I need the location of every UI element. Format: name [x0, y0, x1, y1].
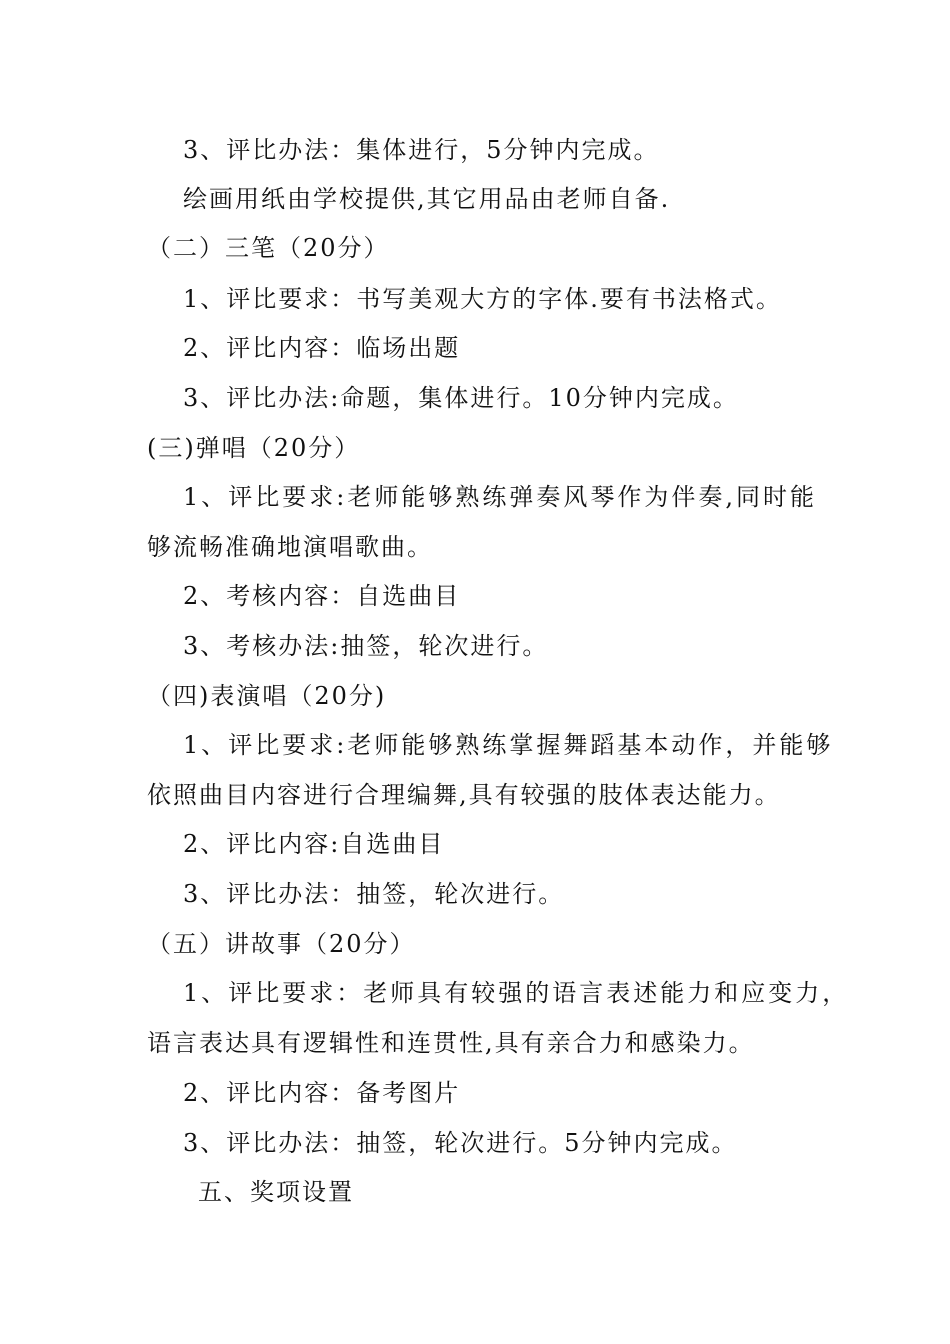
section-heading: (三)弹唱（20分） [147, 434, 361, 462]
paragraph-line: 2、评比内容：临场出题 [183, 334, 461, 362]
section-heading: （五）讲故事（20分） [147, 930, 416, 958]
section-heading: （二）三笔（20分） [147, 234, 390, 262]
paragraph-line: 语言表达具有逻辑性和连贯性,具有亲合力和感染力。 [147, 1029, 755, 1057]
paragraph-line: 3、评比办法：抽签，轮次进行。 [183, 880, 565, 908]
paragraph-line: 依照曲目内容进行合理编舞,具有较强的肢体表达能力。 [147, 781, 781, 809]
paragraph-line: 1、评比要求:老师能够熟练掌握舞蹈基本动作，并能够 [183, 731, 834, 759]
paragraph-line: 3、考核办法:抽签，轮次进行。 [183, 632, 549, 660]
paragraph-line: 绘画用纸由学校提供,其它用品由老师自备. [183, 185, 671, 213]
paragraph-line: 1、评比要求：书写美观大方的字体.要有书法格式。 [183, 285, 782, 313]
paragraph-line: 2、考核内容：自选曲目 [183, 582, 461, 610]
paragraph-line: 2、评比内容:自选曲目 [183, 830, 445, 858]
paragraph-line: 1、评比要求：老师具有较强的语言表述能力和应变力， [183, 979, 850, 1007]
paragraph-line: 2、评比内容：备考图片 [183, 1079, 461, 1107]
paragraph-line: 够流畅准确地演唱歌曲。 [147, 533, 433, 561]
paragraph-line: 3、评比办法：抽签，轮次进行。5分钟内完成。 [183, 1129, 738, 1157]
paragraph-line: 3、评比办法:命题，集体进行。10分钟内完成。 [183, 384, 739, 412]
paragraph-line: 1、评比要求:老师能够熟练弹奏风琴作为伴奏,同时能 [183, 483, 817, 511]
paragraph-line: 3、评比办法：集体进行，5分钟内完成。 [183, 136, 660, 164]
section-heading: 五、奖项设置 [198, 1178, 354, 1206]
section-heading: （四)表演唱（20分) [147, 682, 387, 710]
